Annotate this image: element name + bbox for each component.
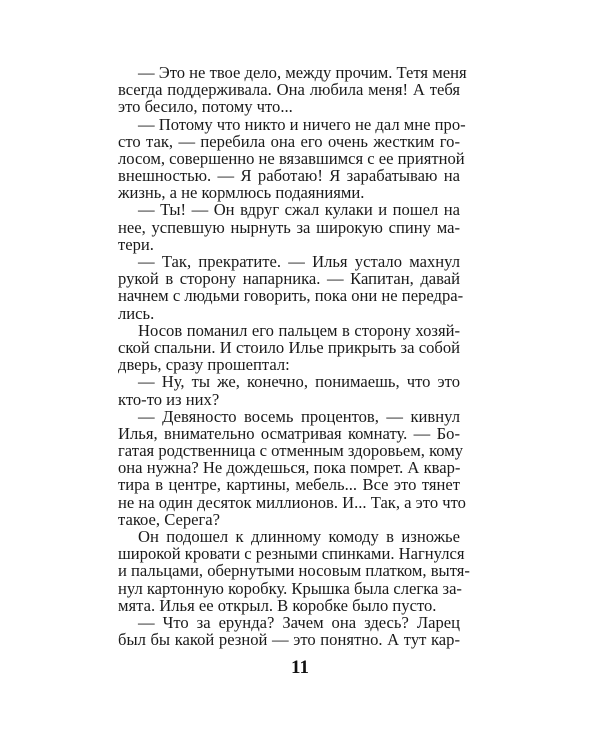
- text-line: жизнь, а не кормлюсь подаяниями.: [118, 183, 365, 203]
- text-line: лись.: [118, 303, 155, 323]
- text-line: всегда поддерживала. Она любила меня! А тебя: [118, 80, 460, 100]
- text-line: был бы какой резной — это понятно. А тут кар-: [118, 630, 460, 650]
- text-line: мята. Илья ее открыл. В коробке было пусто.: [118, 595, 437, 615]
- text-line: гатая родственница с отменным здоровьем, кому: [118, 441, 464, 461]
- text-line: рукой в сторону напарника. — Капитан, давай: [118, 269, 460, 289]
- text-line: кто-то из них?: [118, 389, 220, 409]
- text-line: она нужна? Не дождешься, пока помрет. А квар-: [118, 458, 461, 478]
- text-line: — Так, прекратите. — Илья устало махнул: [138, 252, 460, 272]
- text-line: нее, успевшую нырнуть за широкую спину ма-: [118, 217, 460, 237]
- text-line: Илья, внимательно осматривая комнату. — Бо-: [118, 423, 460, 443]
- text-line: внешностью. — Я работаю! Я зарабатываю на: [118, 166, 460, 186]
- text-line: тери.: [118, 234, 154, 254]
- text-line: дверь, сразу прошептал:: [118, 355, 290, 375]
- text-line: — Что за ерунда? Зачем она здесь? Ларец: [138, 612, 460, 632]
- text-line: лосом, совершенно не вязавшимся с ее приятной: [118, 148, 465, 168]
- text-line: и пальцами, обернутыми носовым платком, вытя-: [118, 561, 470, 581]
- page-number: 11: [291, 657, 309, 678]
- text-line: — Потому что никто и ничего не дал мне про-: [138, 114, 466, 134]
- text-line: — Это не твое дело, между прочим. Тетя меня: [138, 63, 467, 82]
- text-line: начнем с людьми говорить, пока они не передра-: [118, 286, 464, 306]
- text-line: не на один десяток миллионов. И... Так, а это что: [118, 492, 466, 512]
- text-line: Носов поманил его пальцем в сторону хозяй-: [138, 320, 460, 340]
- text-line: нул картонную коробку. Крышка была слегка за-: [118, 578, 462, 598]
- text-line: такое, Серега?: [118, 509, 221, 529]
- text-line: ской спальни. И стоило Илье прикрыть за собой: [118, 337, 460, 357]
- text-line: — Девяносто восемь процентов, — кивнул: [138, 406, 460, 426]
- text-line: тира в центре, картины, мебель... Все это тянет: [118, 475, 460, 495]
- text-line: Он подошел к длинному комоду в изножье: [138, 527, 460, 546]
- text-line: сто так, — перебила она его очень жестким го-: [118, 131, 460, 151]
- text-line: это бесило, потому что...: [118, 97, 293, 117]
- text-line: — Ты! — Он вдруг сжал кулаки и пошел на: [138, 200, 460, 220]
- text-line: широкой кровати с резными спинками. Нагнулся: [118, 544, 465, 564]
- text-line: — Ну, ты же, конечно, понимаешь, что это: [138, 372, 460, 392]
